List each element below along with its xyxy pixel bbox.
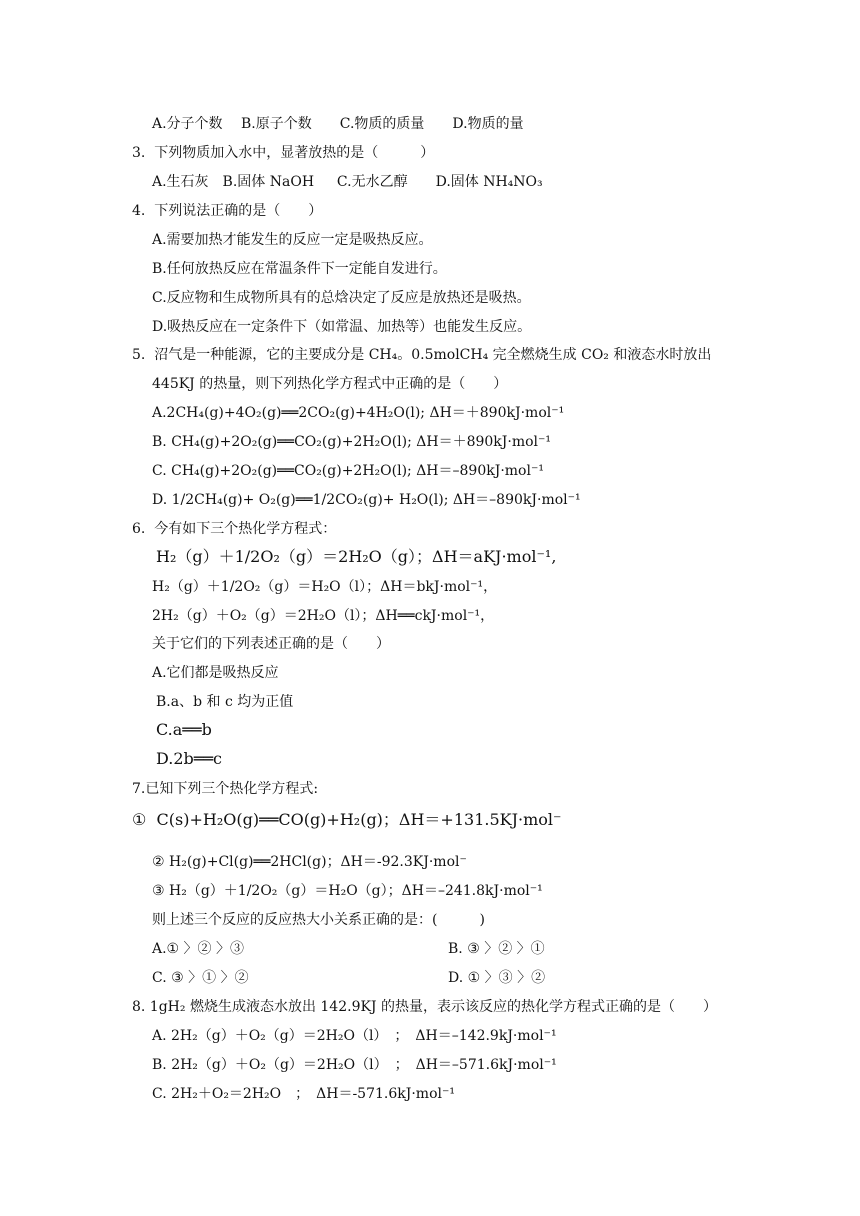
q6-option-c: C.a══b [156, 720, 212, 739]
q8-option-c: C. 2H₂＋O₂＝2H₂O ； ΔH＝-571.6kJ·mol⁻¹ [152, 1086, 455, 1102]
q5-option-d: D. 1/2CH₄(g)+ O₂(g)══1/2CO₂(g)+ H₂O(l); ΔH＝–890kJ·mol⁻¹ [152, 492, 581, 508]
q3-options: A.生石灰 B.固体 NaOH C.无水乙醇 D.固体 NH₄NO₃ [152, 174, 543, 190]
q6-equation-1: H₂（g）＋1/2O₂（g）＝2H₂O（g）；ΔH＝aKJ·mol⁻¹, [156, 547, 557, 566]
q7-option-a: A.① 〉② 〉③ [152, 941, 245, 957]
q6-prompt: 关于它们的下列表述正确的是（ ） [152, 636, 390, 652]
q6-option-a: A.它们都是吸热反应 [152, 665, 279, 681]
q2-options: A.分子个数 B.原子个数 C.物质的质量 D.物质的量 [152, 116, 524, 132]
q7-equation-1: ① C(s)+H₂O(g)══CO(g)+H₂(g)；ΔH＝+131.5KJ·mol⁻ [132, 810, 562, 829]
q7-stem: 7.已知下列三个热化学方程式: [132, 781, 319, 797]
q5-stem-cont: 445KJ 的热量，则下列热化学方程式中正确的是（ ） [152, 376, 508, 392]
q7-equation-2: ② H₂(g)+Cl(g)══2HCl(g)；ΔH＝-92.3KJ·mol⁻ [152, 854, 467, 870]
q6-option-d: D.2b══c [156, 749, 222, 768]
q4-option-a: A.需要加热才能发生的反应一定是吸热反应。 [152, 232, 433, 248]
q7-option-b: B. ③ 〉② 〉① [448, 941, 545, 957]
q7-equation-3: ③ H₂（g）＋1/2O₂（g）＝H₂O（g）；ΔH＝–241.8kJ·mol⁻¹ [152, 883, 543, 899]
q8-option-a: A. 2H₂（g）＋O₂（g）＝2H₂O（l） ； ΔH＝–142.9kJ·mol⁻¹ [152, 1028, 557, 1044]
q5-option-b: B. CH₄(g)+2O₂(g)══CO₂(g)+2H₂O(l); ΔH＝＋890kJ·mol⁻¹ [152, 434, 552, 450]
q4-option-c: C.反应物和生成物所具有的总焓决定了反应是放热还是吸热。 [152, 290, 531, 306]
q3-stem: 3. 下列物质加入水中，显著放热的是（ ） [132, 145, 435, 161]
q6-equation-2: H₂（g）＋1/2O₂（g）＝H₂O（l）；ΔH＝bkJ·mol⁻¹， [152, 579, 498, 595]
q8-option-b: B. 2H₂（g）＋O₂（g）＝2H₂O（l） ； ΔH＝–571.6kJ·mol⁻¹ [152, 1057, 557, 1073]
q4-option-d: D.吸热反应在一定条件下（如常温、加热等）也能发生反应。 [152, 319, 532, 335]
q7-option-c: C. ③ 〉① 〉② [152, 970, 249, 986]
q7-prompt: 则上述三个反应的反应热大小关系正确的是：( ) [152, 912, 485, 928]
q6-option-b: B.a、b 和 c 均为正值 [156, 694, 294, 710]
q6-stem: 6. 今有如下三个热化学方程式： [132, 521, 337, 537]
q4-option-b: B.任何放热反应在常温条件下一定能自发进行。 [152, 261, 447, 277]
q5-option-a: A.2CH₄(g)+4O₂(g)══2CO₂(g)+4H₂O(l); ΔH＝＋890kJ·mol⁻¹ [152, 405, 565, 421]
q6-equation-3: 2H₂（g）＋O₂（g）＝2H₂O（l）；ΔH══ckJ·mol⁻¹， [152, 608, 495, 624]
q5-option-c: C. CH₄(g)+2O₂(g)══CO₂(g)+2H₂O(l); ΔH＝–890kJ·mol⁻¹ [152, 463, 544, 479]
q5-stem: 5. 沼气是一种能源，它的主要成分是 CH₄。0.5molCH₄ 完全燃烧生成 CO₂ 和液态水时放出 [132, 347, 712, 363]
q4-stem: 4. 下列说法正确的是（ ） [132, 203, 323, 219]
q7-option-d: D. ① 〉③ 〉② [448, 970, 546, 986]
q8-stem: 8. 1gH₂ 燃烧生成液态水放出 142.9KJ 的热量，表示该反应的热化学方程式正确的是（ ） [132, 999, 717, 1015]
